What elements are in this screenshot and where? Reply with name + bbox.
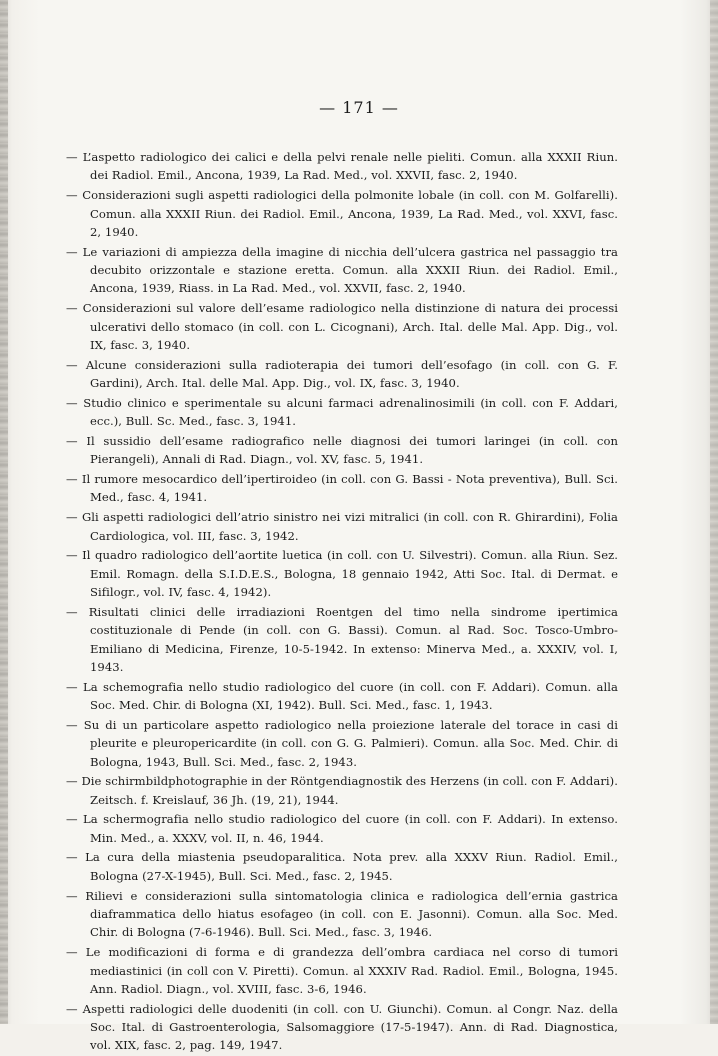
bibliography-entry: — Aspetti radiologici delle duodeniti (in coll. con U. Giunchi). Comun. al Congr. Naz. della Soc. Ital. di Gastroenterologia, Salsomaggiore (17-5-1947). Ann. di Rad. Diagnostica, vol. XIX, fasc. 2, pag. 149, 1947. [66, 1001, 618, 1053]
page-left-edge-shadow [0, 0, 8, 1024]
bibliography-entry: — Studio clinico e sperimentale su alcuni farmaci adrenalinosimili (in coll. con F. Addari, ecc.), Bull. Sc. Med., fasc. 3, 1941. [66, 395, 618, 429]
bibliography-entry: — Il rumore mesocardico dell’ipertiroideo (in coll. con G. Bassi - Nota preventiva), Bull. Sci. Med., fasc. 4, 1941. [66, 471, 618, 505]
bibliography-entry: — L’aspetto radiologico dei calici e della pelvi renale nelle pieliti. Comun. alla XXXII Riun. dei Radiol. Emil., Ancona, 1939, La Rad. Med., vol. XXVII, fasc. 2, 1940. [66, 150, 618, 183]
bibliography-entry: — Considerazioni sugli aspetti radiologici della polmonite lobale (in coll. con M. Golfarelli). Comun. alla XXXII Riun. dei Radiol. Emil., Ancona, 1939, La Rad. Med., vol. XXVI, fasc. 2, 1940. [66, 188, 618, 239]
bibliography-list [60, 148, 618, 1056]
page-number: — 171 — [319, 98, 399, 117]
bibliography-entry: — Alcune considerazioni sulla radioterapia dei tumori dell’esofago (in coll. con G. F. Gardini), Arch. Ital. delle Mal. App. Dig., vol. IX, fasc. 3, 1940. [66, 357, 618, 391]
bibliography-entry: — Su di un particolare aspetto radiologico nella proiezione laterale del torace in casi di pleurite e pleuropericardite (in coll. con G. G. Palmieri). Comun. alla Soc. Med. Chir. di Bologna, 1943, Bull. Sci. Med., fasc. 2, 1943. [66, 717, 618, 769]
bibliography-entry: — Gli aspetti radiologici dell’atrio sinistro nei vizi mitralici (in coll. con R. Ghirardini), Folia Cardiologica, vol. III, fasc. 3, 1942. [66, 510, 618, 543]
bibliography-entry: — Die schirmbildphotographie in der Röntgendiagnostik des Herzens (in coll. con F. Addari). Zeitsch. f. Kreislauf, 36 Jh. (19, 21), 1944. [66, 774, 618, 807]
bibliography-entry: — Il quadro radiologico dell’aortite luetica (in coll. con U. Silvestri). Comun. alla Riun. Sez. Emil. Romagn. della S.I.D.E.S., Bologna, 18 gennaio 1942, Atti Soc. Ital. di Dermat. e Sifilogr., vol. IV, fasc. 4, 1942). [66, 548, 618, 600]
bibliography-entry: — Le modificazioni di forma e di grandezza dell’ombra cardiaca nel corso di tumori mediastinici (in coll con V. Piretti). Comun. al XXXIV Rad. Radiol. Emil., Bologna, 1945. Ann. Radiol. Diagn., vol. XVIII, fasc. 3-6, 1946. [66, 945, 618, 996]
bibliography-entry: — Risultati clinici delle irradiazioni Roentgen del timo nella sindrome ipertimica costituzionale di Pende (in coll. con G. Bassi). Comun. al Rad. Soc. Tosco-Umbro-Emiliano di Medicina, Firenze, 10-5-1942. In extenso: Minerva Med., a. XXXIV, vol. I, 1943. [66, 604, 618, 674]
bibliography-entry: — Considerazioni sul valore dell’esame radiologico nella distinzione di natura dei processi ulcerativi dello stomaco (in coll. con L. Cicognani), Arch. Ital. delle Mal. App. Dig., vol. IX, fasc. 3, 1940. [66, 301, 618, 352]
bibliography-entry: — La schemografia nello studio radiologico del cuore (in coll. con F. Addari). Comun. alla Soc. Med. Chir. di Bologna (XI, 1942). Bull. Sci. Med., fasc. 1, 1943. [66, 679, 618, 713]
page-right-edge-shadow [710, 0, 718, 1024]
bibliography-entry: — Il sussidio dell’esame radiografico nelle diagnosi dei tumori laringei (in coll. con Pierangeli), Annali di Rad. Diagn., vol. XV, fasc. 5, 1941. [66, 433, 618, 467]
bibliography-entry: — La schermografia nello studio radiologico del cuore (in coll. con F. Addari). In extenso. Min. Med., a. XXXV, vol. II, n. 46, 1944. [66, 812, 618, 845]
bibliography-entry: — La cura della miastenia pseudoparalitica. Nota prev. alla XXXV Riun. Radiol. Emil., Bologna (27-X-1945), Bull. Sci. Med., fasc. 2, 1945. [66, 850, 618, 883]
bibliography-entry: — Le variazioni di ampiezza della imagine di nicchia dell’ulcera gastrica nel passaggio tra decubito orizzontale e stazione eretta. Comun. alla XXXII Riun. dei Radiol. Emil., Ancona, 1939, Riass. in La Rad. Med., vol. XXVII, fasc. 2, 1940. [66, 244, 618, 296]
bibliography-entry: — Rilievi e considerazioni sulla sintomatologia clinica e radiologica dell’ernia gastrica diaframmatica dello hiatus esofageo (in coll. con E. Jasonni). Comun. alla Soc. Med. Chir. di Bologna (7-6-1946). Bull. Sci. Med., fasc. 3, 1946. [66, 888, 618, 940]
